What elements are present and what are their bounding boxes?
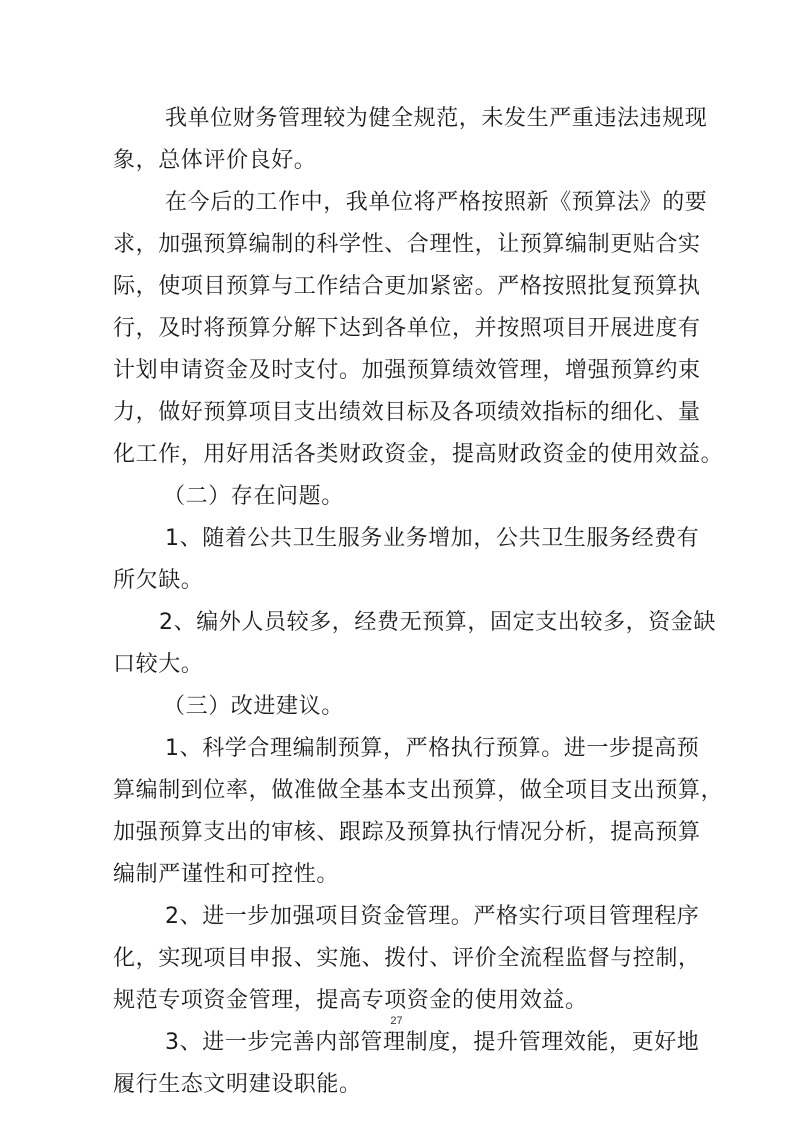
paragraph-line: 2、编外人员较多，经费无预算，固定支出较多，资金缺 [159, 610, 716, 635]
paragraph-line: 2、进一步加强项目资金管理。严格实行项目管理程序 [165, 904, 700, 929]
paragraph-line: 求，加强预算编制的科学性、合理性，让预算编制更贴合实 [113, 232, 701, 257]
paragraph-line: 口较大。 [113, 652, 204, 677]
paragraph-line: 3、进一步完善内部管理制度，提升管理效能，更好地 [165, 1030, 700, 1055]
section-heading-suggestions [113, 686, 685, 728]
paragraph-line: 象，总体评价良好。 [113, 148, 317, 173]
paragraph-financial-management [113, 98, 708, 182]
paragraph-line: 化，实现项目申报、实施、拨付、评价全流程监督与控制， [113, 946, 701, 971]
paragraph-line: 规范专项资金管理，提高专项资金的使用效益。 [113, 988, 588, 1013]
paragraph-line: 计划申请资金及时支付。加强预算绩效管理，增强预算约束 [113, 358, 701, 383]
paragraph-problem-2 [113, 602, 716, 686]
paragraph-suggestion-2 [113, 896, 701, 1022]
paragraph-line: 1、科学合理编制预算，严格执行预算。进一步提高预 [165, 736, 700, 761]
section-heading: （二）存在问题。 [163, 484, 344, 509]
paragraph-line: 力，做好预算项目支出绩效目标及各项绩效指标的细化、量 [113, 400, 701, 425]
paragraph-line: 我单位财务管理较为健全规范，未发生严重违法违规现 [165, 106, 708, 131]
paragraph-line: 所欠缺。 [113, 568, 204, 593]
paragraph-line: 际，使项目预算与工作结合更加紧密。严格按照批复预算执 [113, 274, 701, 299]
paragraph-line: 1、随着公共卫生服务业务增加，公共卫生服务经费有 [165, 526, 700, 551]
paragraph-suggestion-1 [113, 728, 724, 896]
page-number: 27 [390, 1015, 403, 1027]
paragraph-problem-1 [113, 518, 700, 602]
paragraph-future-work [113, 182, 724, 476]
paragraph-suggestion-3 [113, 1022, 700, 1106]
document-body [113, 98, 724, 1106]
paragraph-line: 加强预算支出的审核、跟踪及预算执行情况分析，提高预算 [113, 820, 701, 845]
section-heading: （三）改进建议。 [163, 694, 344, 719]
paragraph-line: 履行生态文明建设职能。 [113, 1072, 362, 1097]
paragraph-line: 编制严谨性和可控性。 [113, 862, 340, 887]
paragraph-line: 在今后的工作中，我单位将严格按照新《预算法》的要 [165, 190, 708, 215]
section-heading-problems [113, 476, 685, 518]
paragraph-line: 算编制到位率，做准做全基本支出预算，做全项目支出预算， [113, 778, 724, 803]
paragraph-line: 化工作，用好用活各类财政资金，提高财政资金的使用效益。 [113, 442, 724, 467]
paragraph-line: 行，及时将预算分解下达到各单位，并按照项目开展进度有 [113, 316, 701, 341]
